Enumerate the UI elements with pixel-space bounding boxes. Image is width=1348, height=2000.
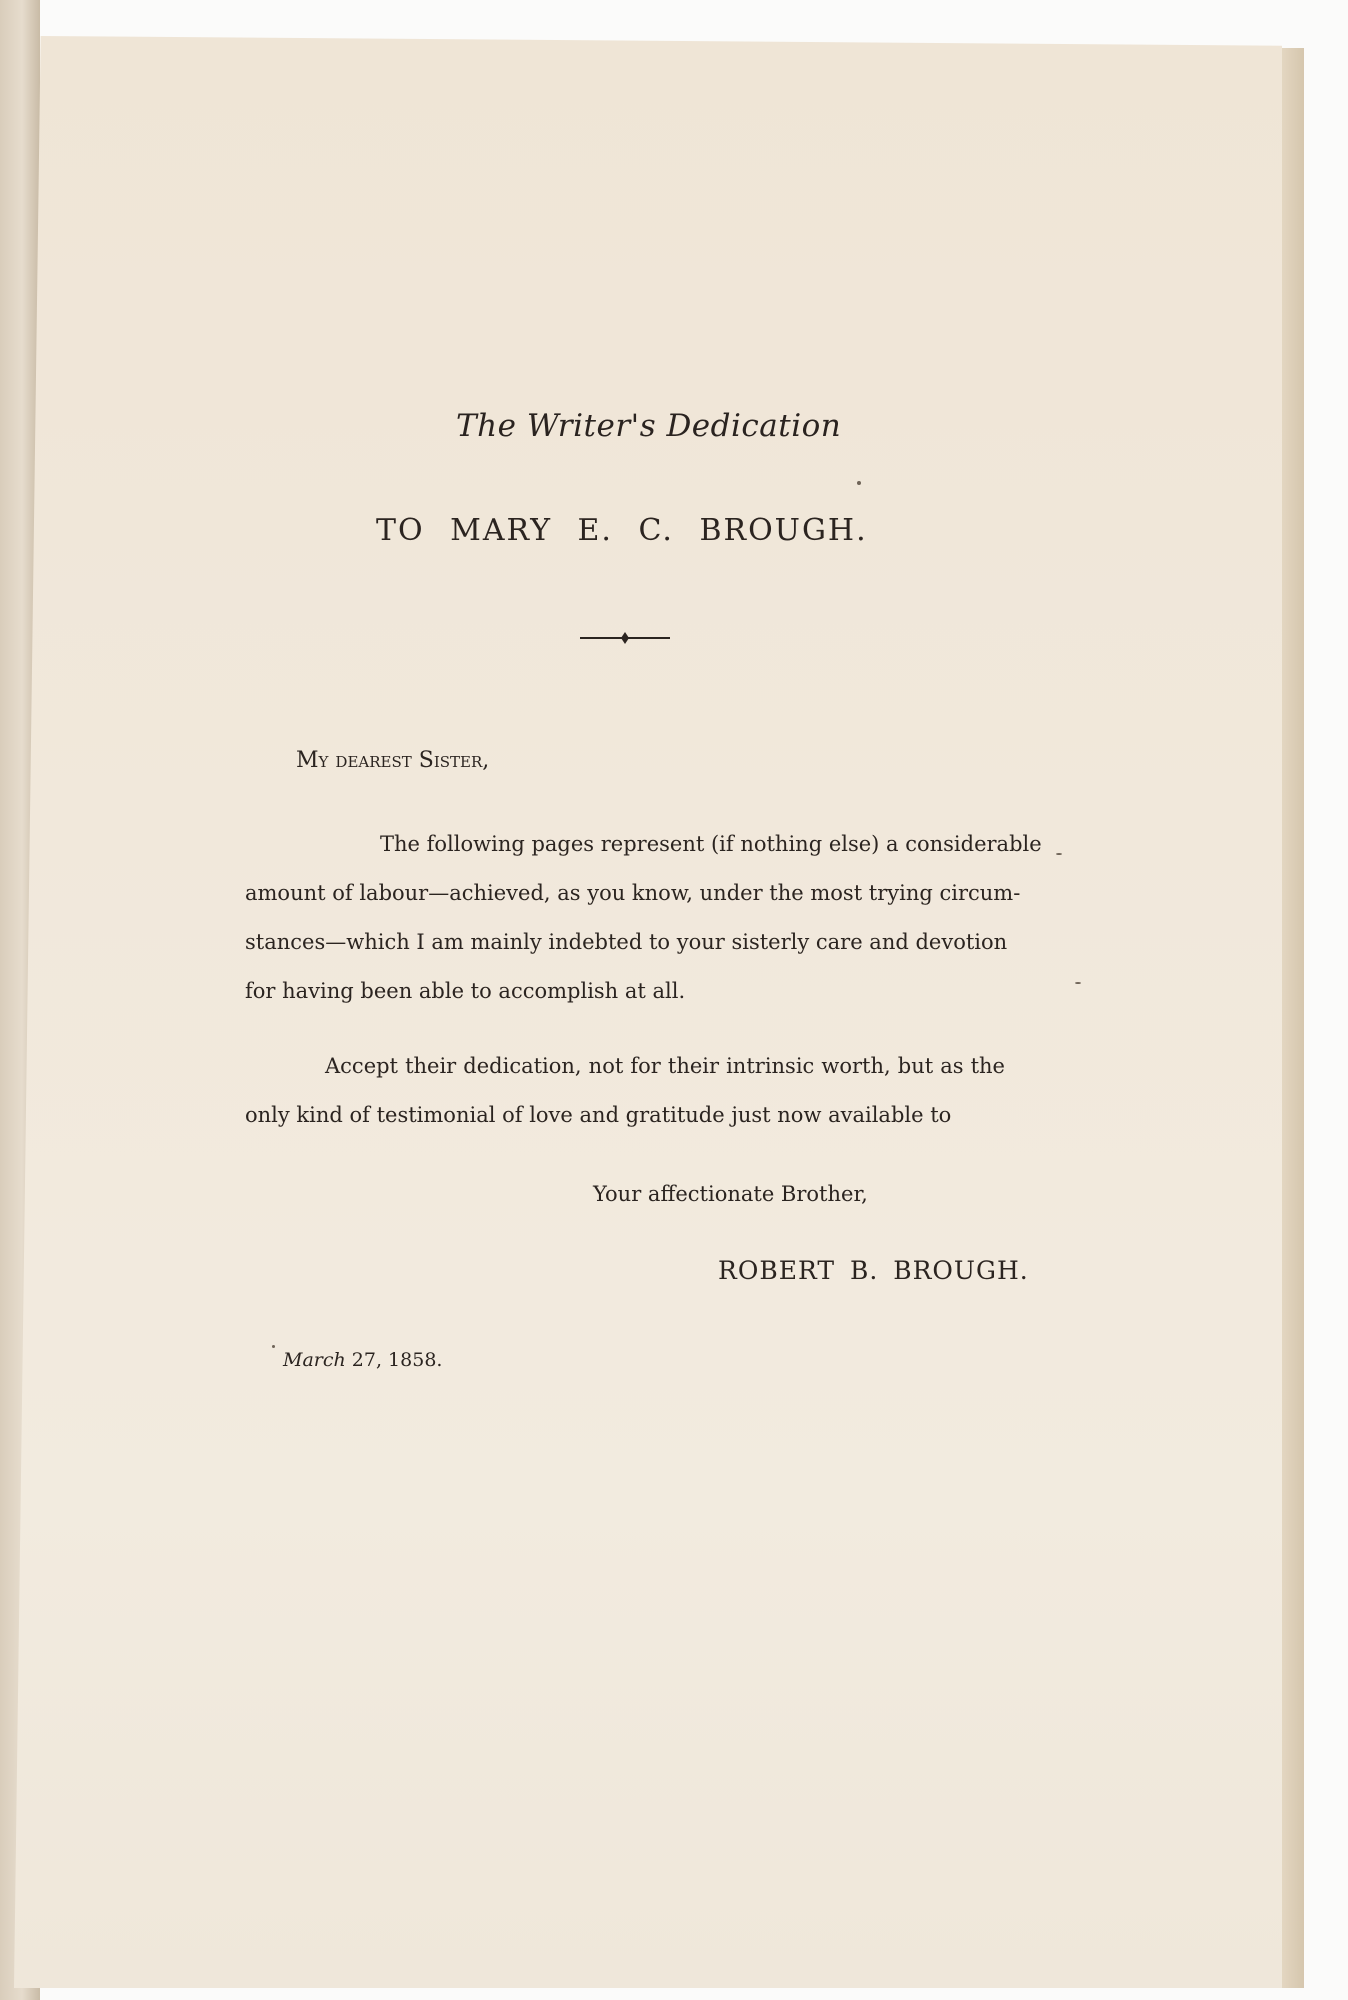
page-stack-edge (1282, 48, 1304, 1988)
paragraph-1-line: The following pages represent (if nothing else) a considerable (380, 832, 1042, 856)
paper-speck (857, 481, 861, 485)
paragraph-1-line: for having been able to accomplish at all. (245, 979, 686, 1003)
paper-speck (272, 1345, 275, 1348)
paragraph-2-line: Accept their dedication, not for their intrinsic worth, but as the (325, 1054, 1005, 1078)
paper-speck (1056, 853, 1062, 855)
paragraph-2-line: only kind of testimonial of love and gratitude just now available to (245, 1103, 952, 1127)
letter-date (283, 1349, 442, 1371)
dedication-title: The Writer's Dedication (456, 408, 842, 444)
paragraph-2 (245, 1042, 1005, 1140)
closing-line: Your affectionate Brother, (593, 1182, 868, 1206)
paragraph-1-line: stances—which I am mainly indebted to your sisterly care and devotion (245, 930, 1008, 954)
paper-speck (1075, 982, 1081, 984)
ornament-rule-icon (580, 630, 670, 646)
paragraph-1 (245, 820, 1042, 1016)
paragraph-1-line: amount of labour—achieved, as you know, under the most trying circum- (245, 881, 1021, 905)
date-rest: 27, 1858. (351, 1349, 443, 1371)
signature: ROBERT B. BROUGH. (718, 1256, 1029, 1285)
dedicatee-line: TO MARY E. C. BROUGH. (376, 513, 868, 548)
date-month: March (283, 1349, 346, 1371)
salutation: My dearest Sister, (296, 748, 490, 773)
